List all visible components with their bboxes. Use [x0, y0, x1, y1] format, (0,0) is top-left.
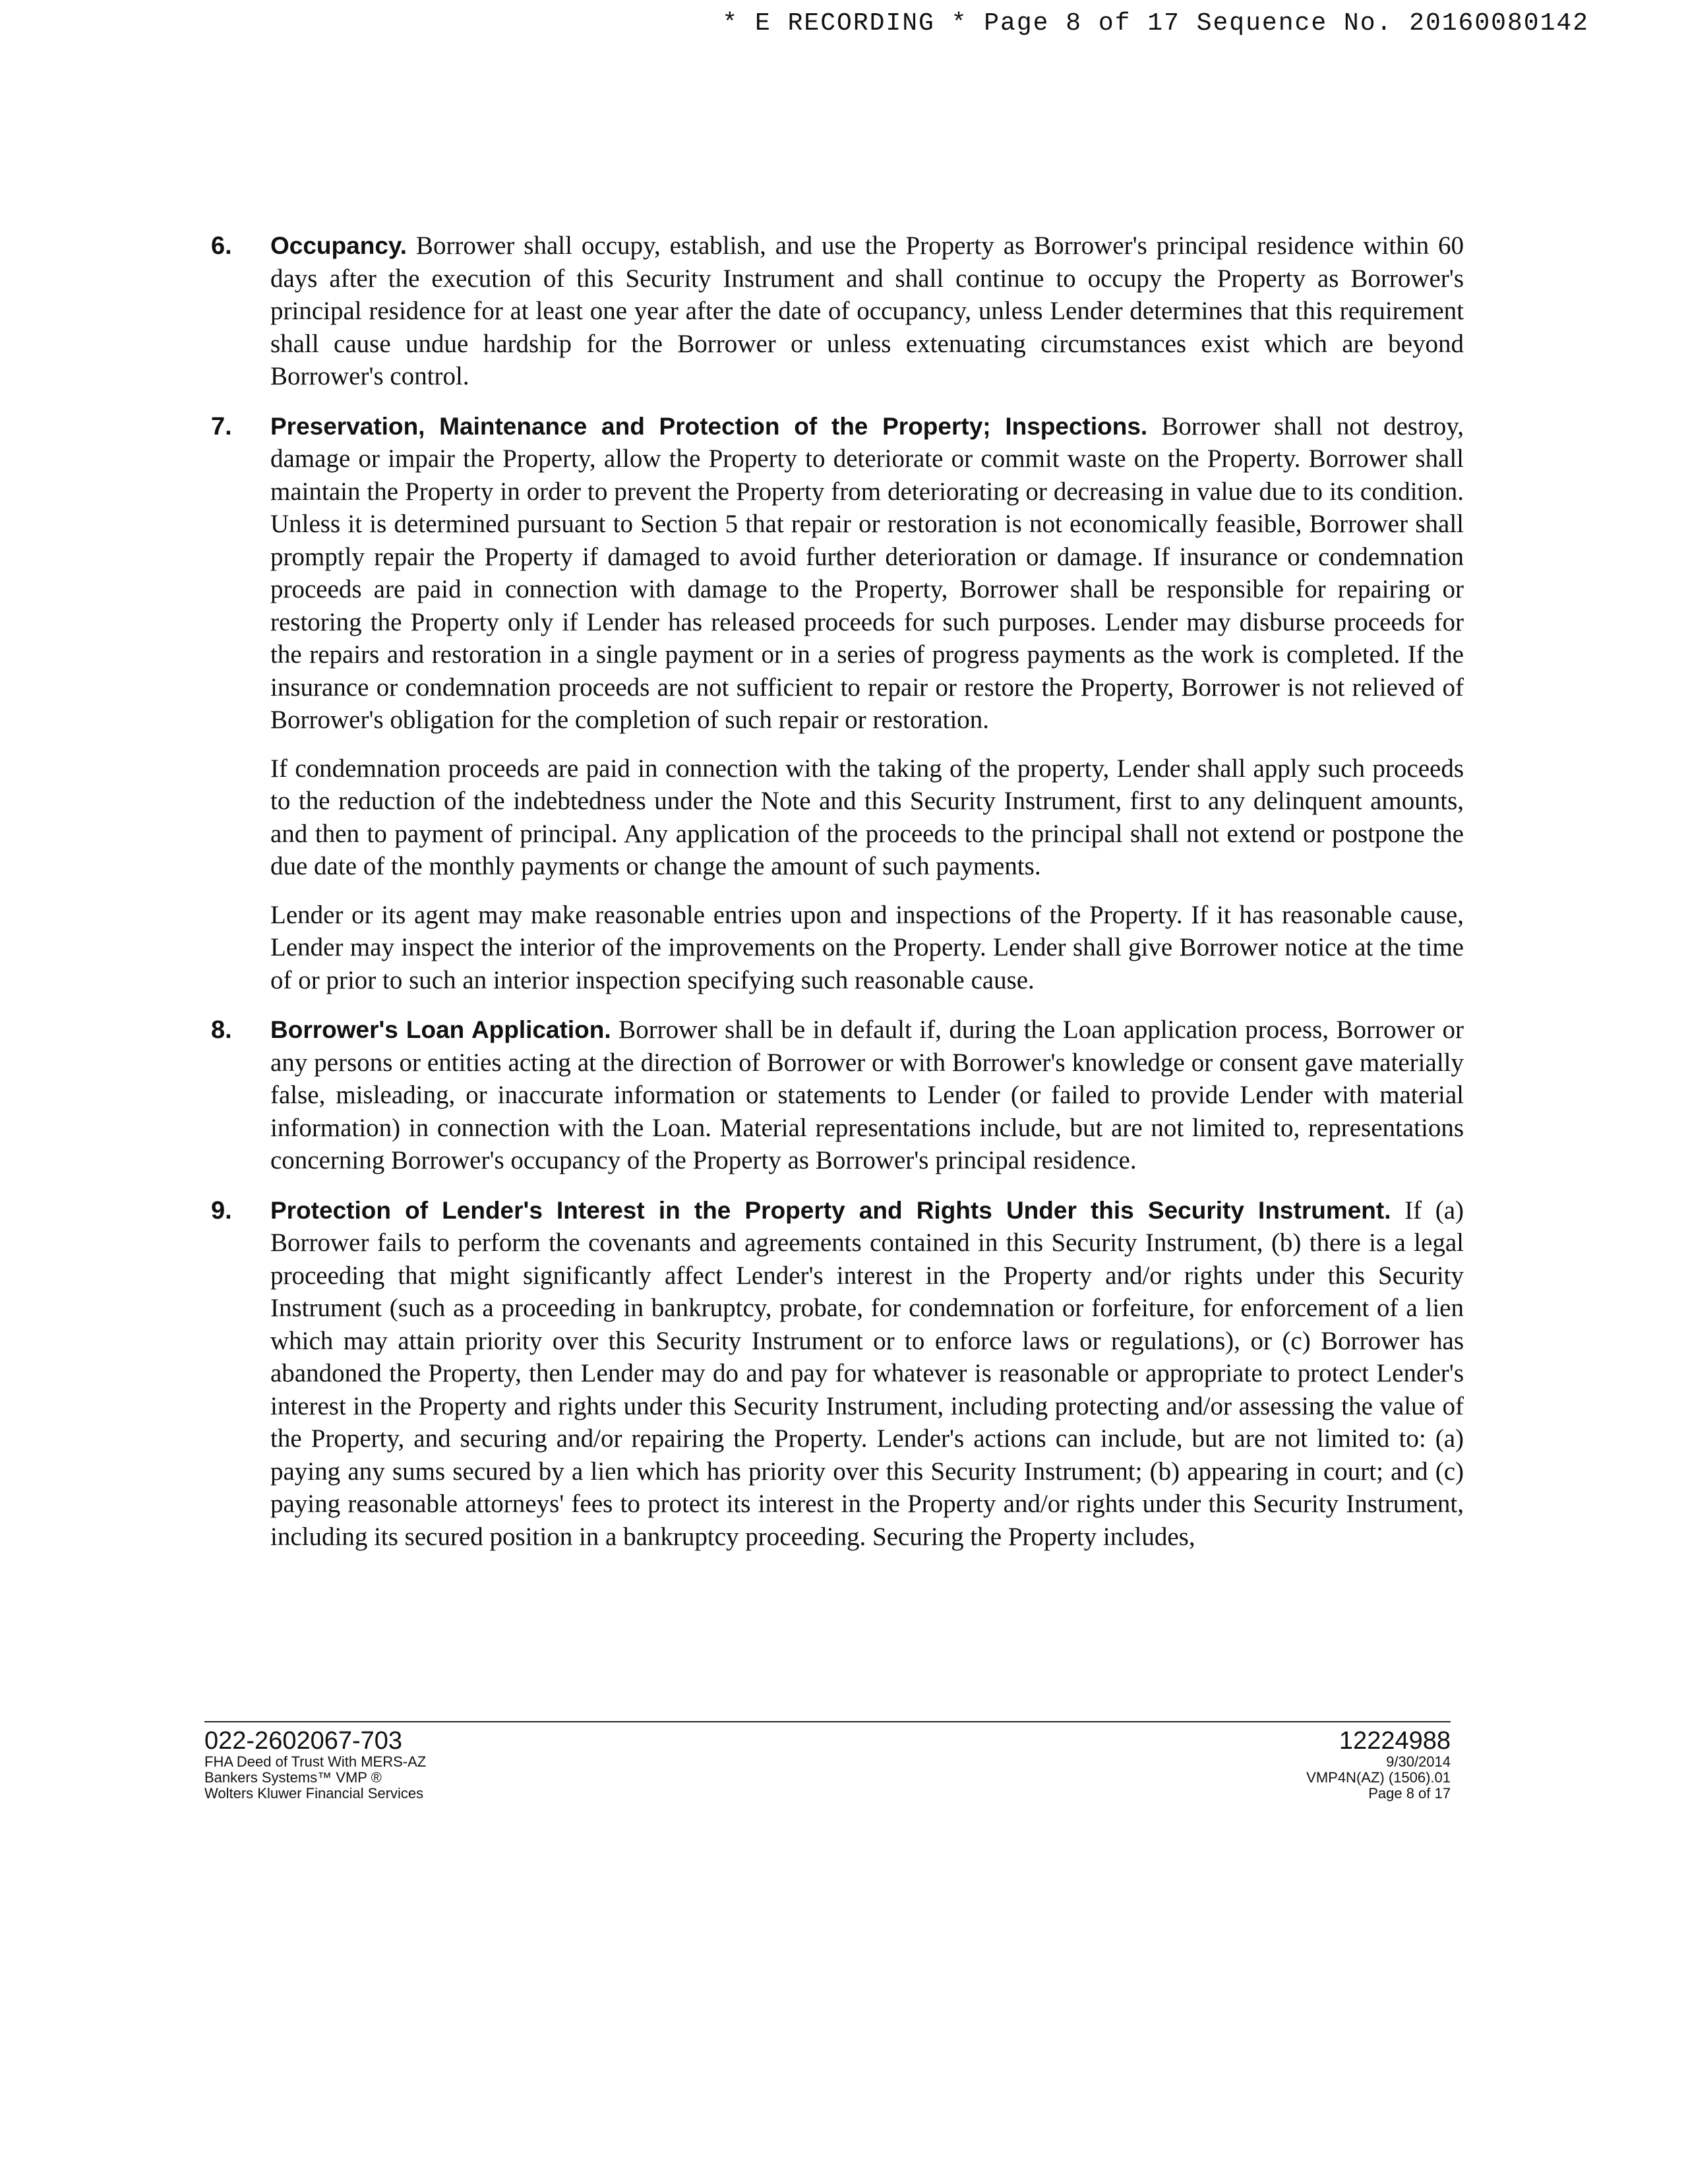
document-body: [204, 229, 1464, 1570]
paragraph-text: Borrower shall occupy, establish, and use the Property as Borrower's principal residence within 60 days after the execution of this Security Instrument and shall continue to occupy the Property as Borrower's principal residence for at least one year after the date of occupancy, unless Lender determines that this requirement shall cause undue hardship for the Borrower or unless extenuating circumstances exist which are beyond Borrower's control.: [270, 231, 1464, 390]
loan-number: 022-2602067-703: [204, 1727, 403, 1755]
vendor-name: Bankers Systems™ VMP ®: [204, 1769, 382, 1786]
section-paragraph: [270, 229, 1464, 393]
section-protection: [204, 1194, 1464, 1554]
section-number: 7.: [211, 412, 232, 440]
section-paragraph: If condemnation proceeds are paid in connection with the taking of the property, Lender shall apply such proceeds to the reduction of the indebtedness under the Note and this Security Instrument, first to any delinquent amounts, and then to payment of principal. Any application of the proceeds to the principal shall not extend or postpone the due date of the monthly payments or change the amount of such payments.: [270, 754, 1464, 880]
section-number: 9.: [211, 1196, 232, 1225]
section-preservation: [204, 410, 1464, 997]
section-body: [270, 1194, 1464, 1554]
section-paragraph: [270, 1014, 1464, 1177]
recording-header: * E RECORDING * Page 8 of 17 Sequence No. 20160080142: [722, 9, 1589, 38]
paragraph-text: If (a) Borrower fails to perform the covenants and agreements contained in this Security Instrument, (b) there is a legal proceeding that might significantly affect Lender's interest in the Property and/or rights under this Security Instrument (such as a proceeding in bankruptcy, probate, for condemnation or forfeiture, for enforcement of a lien which may attain priority over this Security Instrument or to enforce laws or regulations), or (c) Borrower has abandoned the Property, then Lender may do and pay for whatever is reasonable or appropriate to protect Lender's interest in the Property and rights under this Security Instrument, including protecting and/or assessing the value of the Property, and securing and/or repairing the Property. Lender's actions can include, but are not limited to: (a) paying any sums secured by a lien which has priority over this Security Instrument; (b) appearing in court; and (c) paying reasonable attorneys' fees to protect its interest in the Property and/or rights under this Security Instrument, including its secured position in a bankruptcy proceeding. Securing the Property includes,: [270, 1196, 1464, 1551]
form-date: 9/30/2014: [1386, 1753, 1451, 1770]
section-paragraph: [270, 1194, 1464, 1554]
section-loan-application: [204, 1014, 1464, 1177]
section-title: Protection of Lender's Interest in the Property and Rights Under this Security Instrument.: [270, 1196, 1391, 1224]
footer-right: [1306, 1728, 1451, 1802]
page-indicator: Page 8 of 17: [1368, 1785, 1451, 1802]
company-name: Wolters Kluwer Financial Services: [204, 1785, 424, 1802]
document-id: 12224988: [1339, 1727, 1451, 1755]
footer-left: [204, 1728, 426, 1802]
section-title: Borrower's Loan Application.: [270, 1016, 611, 1043]
section-title: Preservation, Maintenance and Protection of the Property; Inspections.: [270, 412, 1148, 440]
section-occupancy: [204, 229, 1464, 393]
section-number: 6.: [211, 232, 232, 260]
section-body: [270, 1014, 1464, 1177]
form-code: VMP4N(AZ) (1506).01: [1306, 1769, 1451, 1786]
section-body: [270, 229, 1464, 393]
form-name: FHA Deed of Trust With MERS-AZ: [204, 1753, 427, 1770]
section-paragraph: Lender or its agent may make reasonable entries upon and inspections of the Property. If it has reasonable cause, Lender may inspect the interior of the improvements on the Property. Lender shall give Borrower notice at the time of or prior to such an interior inspection specifying such reasonable cause.: [270, 900, 1464, 994]
section-body: [270, 410, 1464, 997]
section-paragraph: [270, 410, 1464, 737]
section-title: Occupancy.: [270, 232, 407, 259]
paragraph-text: Borrower shall not destroy, damage or impair the Property, allow the Property to deteriorate or commit waste on the Property. Borrower shall maintain the Property in order to prevent the Property from deteriorating or decreasing in value due to its condition. Unless it is determined pursuant to Section 5 that repair or restoration is not economically feasible, Borrower shall promptly repair the Property if damaged to avoid further deterioration or damage. If insurance or condemnation proceeds are paid in connection with damage to the Property, Borrower shall be responsible for repairing or restoring the Property only if Lender has released proceeds for such purposes. Lender may disburse proceeds for the repairs and restoration in a single payment or in a series of progress payments as the work is completed. If the insurance or condemnation proceeds are not sufficient to repair or restore the Property, Borrower is not relieved of Borrower's obligation for the completion of such repair or restoration.: [270, 411, 1464, 734]
section-number: 8.: [211, 1016, 232, 1044]
paragraph-text: Borrower shall be in default if, during the Loan application process, Borrower or any persons or entities acting at the direction of Borrower or with Borrower's knowledge or consent gave materially false, misleading, or inaccurate information or statements to Lender (or failed to provide Lender with material information) in connection with the Loan. Material representations include, but are not limited to, representations concerning Borrower's occupancy of the Property as Borrower's principal residence.: [270, 1016, 1464, 1174]
page-footer: [204, 1721, 1451, 1802]
